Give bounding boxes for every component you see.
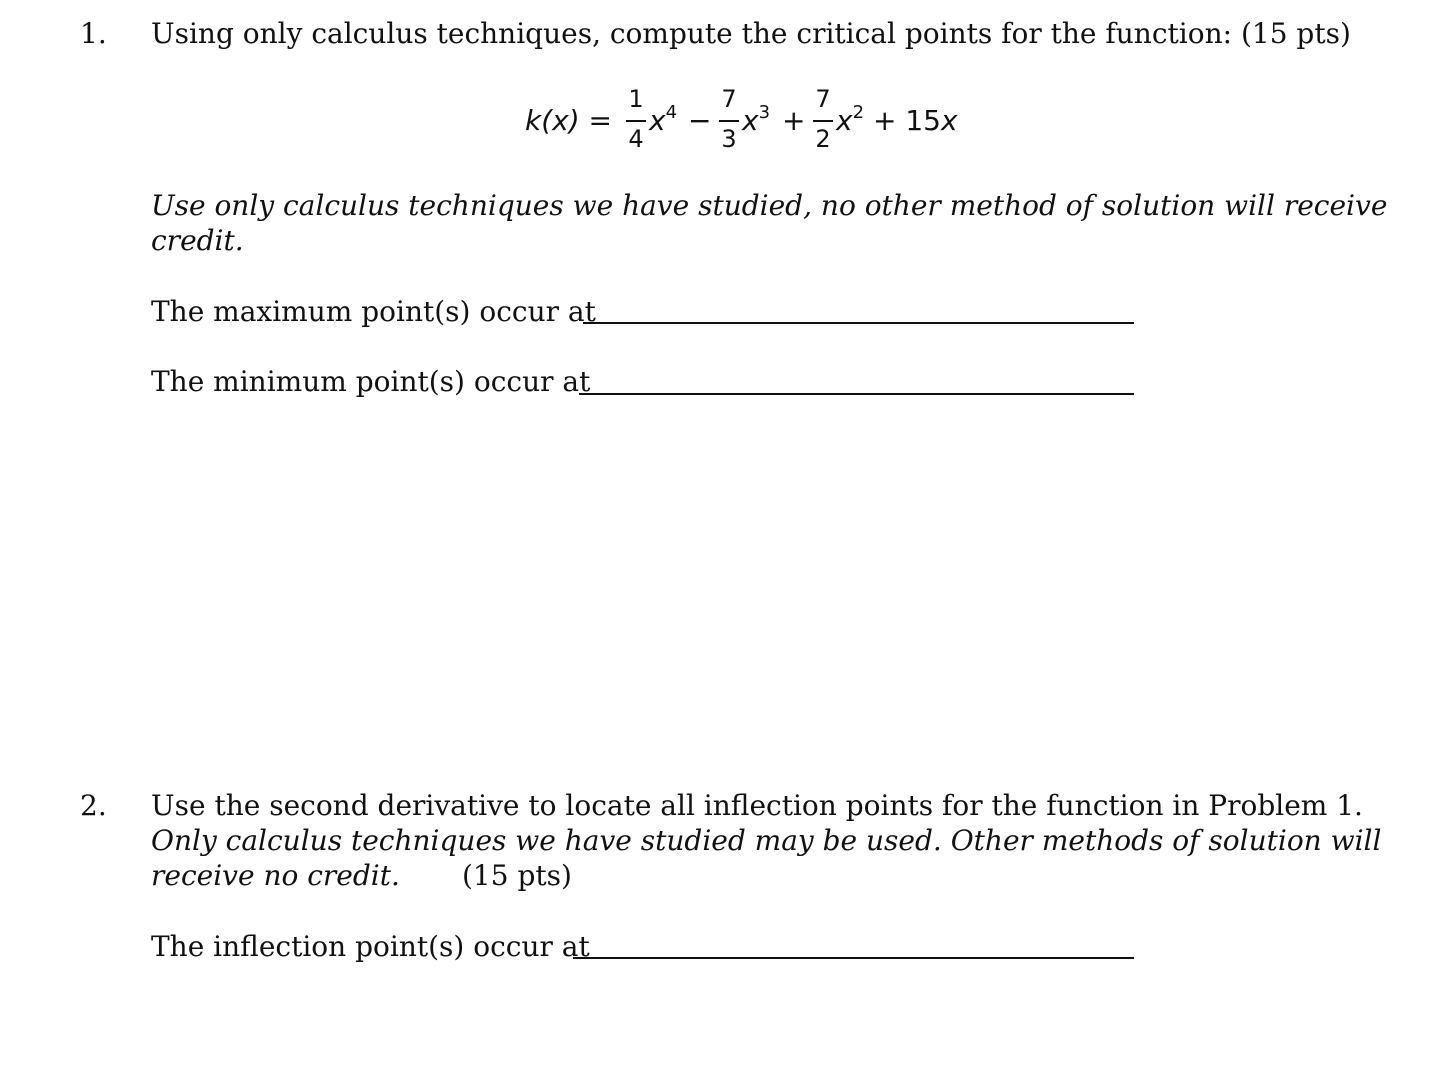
term-1-variable: $x^4$ xyxy=(649,102,678,137)
maximum-points-answer-line[interactable] xyxy=(583,322,1134,324)
inflection-points-answer-line[interactable] xyxy=(573,957,1134,959)
operator-minus: − xyxy=(688,104,712,137)
fraction-numerator: 1 xyxy=(628,85,644,113)
operator-plus: + xyxy=(782,104,806,137)
problem-1-instruction-line-1: Use only calculus techniques we have studied, no other method of solution will receive xyxy=(151,189,1388,222)
fraction-denominator: 3 xyxy=(721,125,737,153)
fraction-denominator: 4 xyxy=(628,125,644,153)
formula-lhs: k(x) = xyxy=(525,104,612,137)
problem-2-line-1: Use the second derivative to locate all inflection points for the function in Problem 1. xyxy=(151,789,1363,822)
term-3-variable: $x^2$ xyxy=(836,102,865,137)
maximum-points-label: The maximum point(s) occur at xyxy=(151,295,596,328)
inflection-points-label: The inflection point(s) occur at xyxy=(151,930,590,963)
problem-1-number: 1. xyxy=(80,17,107,50)
problem-2-line-3: receive no credit. xyxy=(151,859,400,892)
fraction-7-2 xyxy=(812,85,834,155)
problem-2-line-2: Only calculus techniques we have studied may be used. Other methods of solution will xyxy=(151,824,1382,857)
minimum-points-label: The minimum point(s) occur at xyxy=(151,365,591,398)
problem-2-points: (15 pts) xyxy=(462,859,572,892)
term-2-variable: $x^3$ xyxy=(742,102,771,137)
fraction-bar xyxy=(813,120,833,122)
fraction-bar xyxy=(719,120,739,122)
problem-2-number: 2. xyxy=(80,789,107,822)
term-1-exponent: 4 xyxy=(665,102,678,123)
term-3-exponent: 2 xyxy=(852,102,865,123)
fraction-denominator: 2 xyxy=(815,125,831,153)
minimum-points-answer-line[interactable] xyxy=(579,393,1134,395)
linear-term: + 15x xyxy=(873,104,958,137)
problem-1-instruction-line-2: credit. xyxy=(151,224,244,257)
fraction-bar xyxy=(626,120,646,122)
fraction-1-4 xyxy=(625,85,647,155)
fraction-numerator: 7 xyxy=(815,85,831,113)
term-2-exponent: 3 xyxy=(758,102,771,123)
problem-1-prompt: Using only calculus techniques, compute the critical points for the function: (15 pts) xyxy=(151,17,1351,50)
fraction-numerator: 7 xyxy=(721,85,737,113)
fraction-7-3 xyxy=(718,85,740,155)
